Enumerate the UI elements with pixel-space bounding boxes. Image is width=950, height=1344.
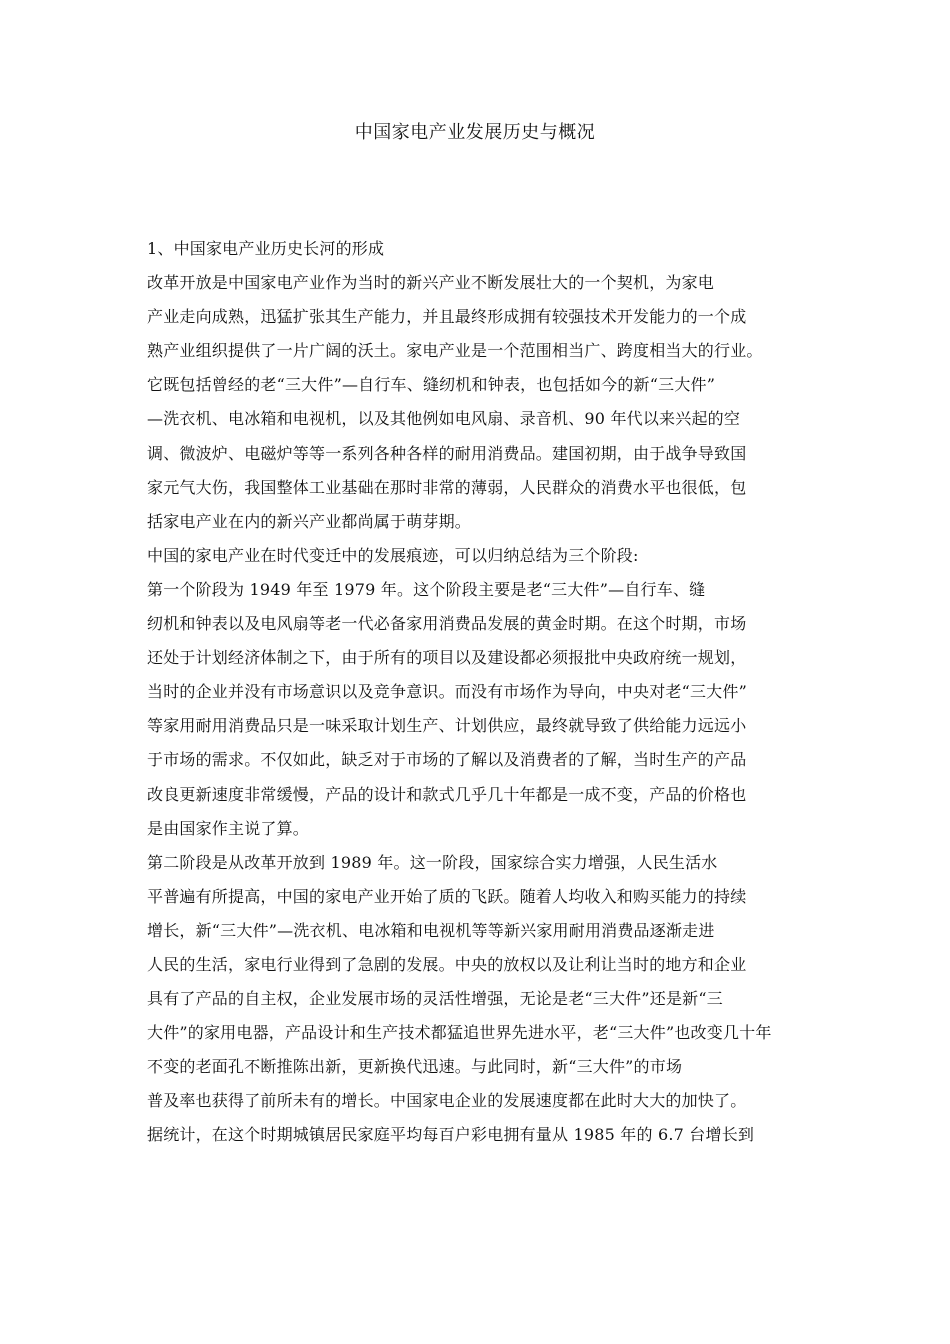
section-heading: 1、中国家电产业历史长河的形成: [147, 239, 385, 258]
document-body: [147, 232, 827, 1153]
text-line: 等家用耐用消费品只是一味采取计划生产、计划供应，最终就导致了供给能力远远小: [147, 716, 747, 736]
text-line: 第一个阶段为 1949 年至 1979 年。这个阶段主要是老“三大件”—自行车、缝: [147, 579, 706, 599]
text-line: 家元气大伤，我国整体工业基础在那时非常的薄弱，人民群众的消费水平也很低，包: [147, 477, 747, 497]
text-line: 调、微波炉、电磁炉等等一系列各种各样的耐用消费品。建国初期，由于战争导致国: [147, 443, 747, 463]
text-line: 人民的生活，家电行业得到了急剧的发展。中央的放权以及让利让当时的地方和企业: [147, 954, 747, 974]
text-line: 改革开放是中国家电产业作为当时的新兴产业不断发展壮大的一个契机，为家电: [147, 273, 715, 293]
text-line: 平普遍有所提高，中国的家电产业开始了质的飞跃。随着人均收入和购买能力的持续: [147, 886, 747, 906]
text-line: 当时的企业并没有市场意识以及竞争意识。而没有市场作为导向，中央对老“三大件”: [147, 682, 747, 702]
document-title: 中国家电产业发展历史与概况: [354, 122, 596, 143]
text-line: 纫机和钟表以及电风扇等老一代必备家用消费品发展的黄金时期。在这个时期，市场: [147, 614, 747, 634]
text-line: 产业走向成熟，迅猛扩张其生产能力，并且最终形成拥有较强技术开发能力的一个成: [147, 307, 747, 327]
text-line: 据统计，在这个时期城镇居民家庭平均每百户彩电拥有量从 1985 年的 6.7 台增长到: [147, 1125, 755, 1145]
text-line: 它既包括曾经的老“三大件”—自行车、缝纫机和钟表，也包括如今的新“三大件”: [147, 375, 716, 395]
text-line: 还处于计划经济体制之下，由于所有的项目以及建设都必须报批中央政府统一规划，: [147, 648, 747, 668]
text-line: 括家电产业在内的新兴产业都尚属于萌芽期。: [147, 511, 472, 531]
text-line: 于市场的需求。不仅如此，缺乏对于市场的了解以及消费者的了解，当时生产的产品: [147, 750, 747, 770]
text-line: 具有了产品的自主权，企业发展市场的灵活性增强，无论是老“三大件”还是新“三: [147, 989, 723, 1009]
text-line: 是由国家作主说了算。: [147, 818, 310, 838]
text-line: 增长，新“三大件”—洗衣机、电冰箱和电视机等等新兴家用耐用消费品逐渐走进: [147, 920, 715, 940]
text-line: —洗衣机、电冰箱和电视机，以及其他例如电风扇、录音机、90 年代以来兴起的空: [147, 409, 741, 429]
text-line: 中国的家电产业在时代变迁中的发展痕迹，可以归纳总结为三个阶段:: [147, 545, 639, 565]
text-line: 普及率也获得了前所未有的增长。中国家电企业的发展速度都在此时大大的加快了。: [147, 1091, 747, 1111]
text-line: 大件”的家用电器，产品设计和生产技术都猛追世界先进水平，老“三大件”也改变几十年: [147, 1023, 772, 1043]
text-line: 第二阶段是从改革开放到 1989 年。这一阶段，国家综合实力增强，人民生活水: [147, 852, 718, 872]
text-line: 熟产业组织提供了一片广阔的沃土。家电产业是一个范围相当广、跨度相当大的行业。: [147, 341, 763, 361]
text-line: 改良更新速度非常缓慢，产品的设计和款式几乎几十年都是一成不变，产品的价格也: [147, 784, 747, 804]
text-line: 不变的老面孔不断推陈出新，更新换代迅速。与此同时，新“三大件”的市场: [147, 1057, 683, 1077]
